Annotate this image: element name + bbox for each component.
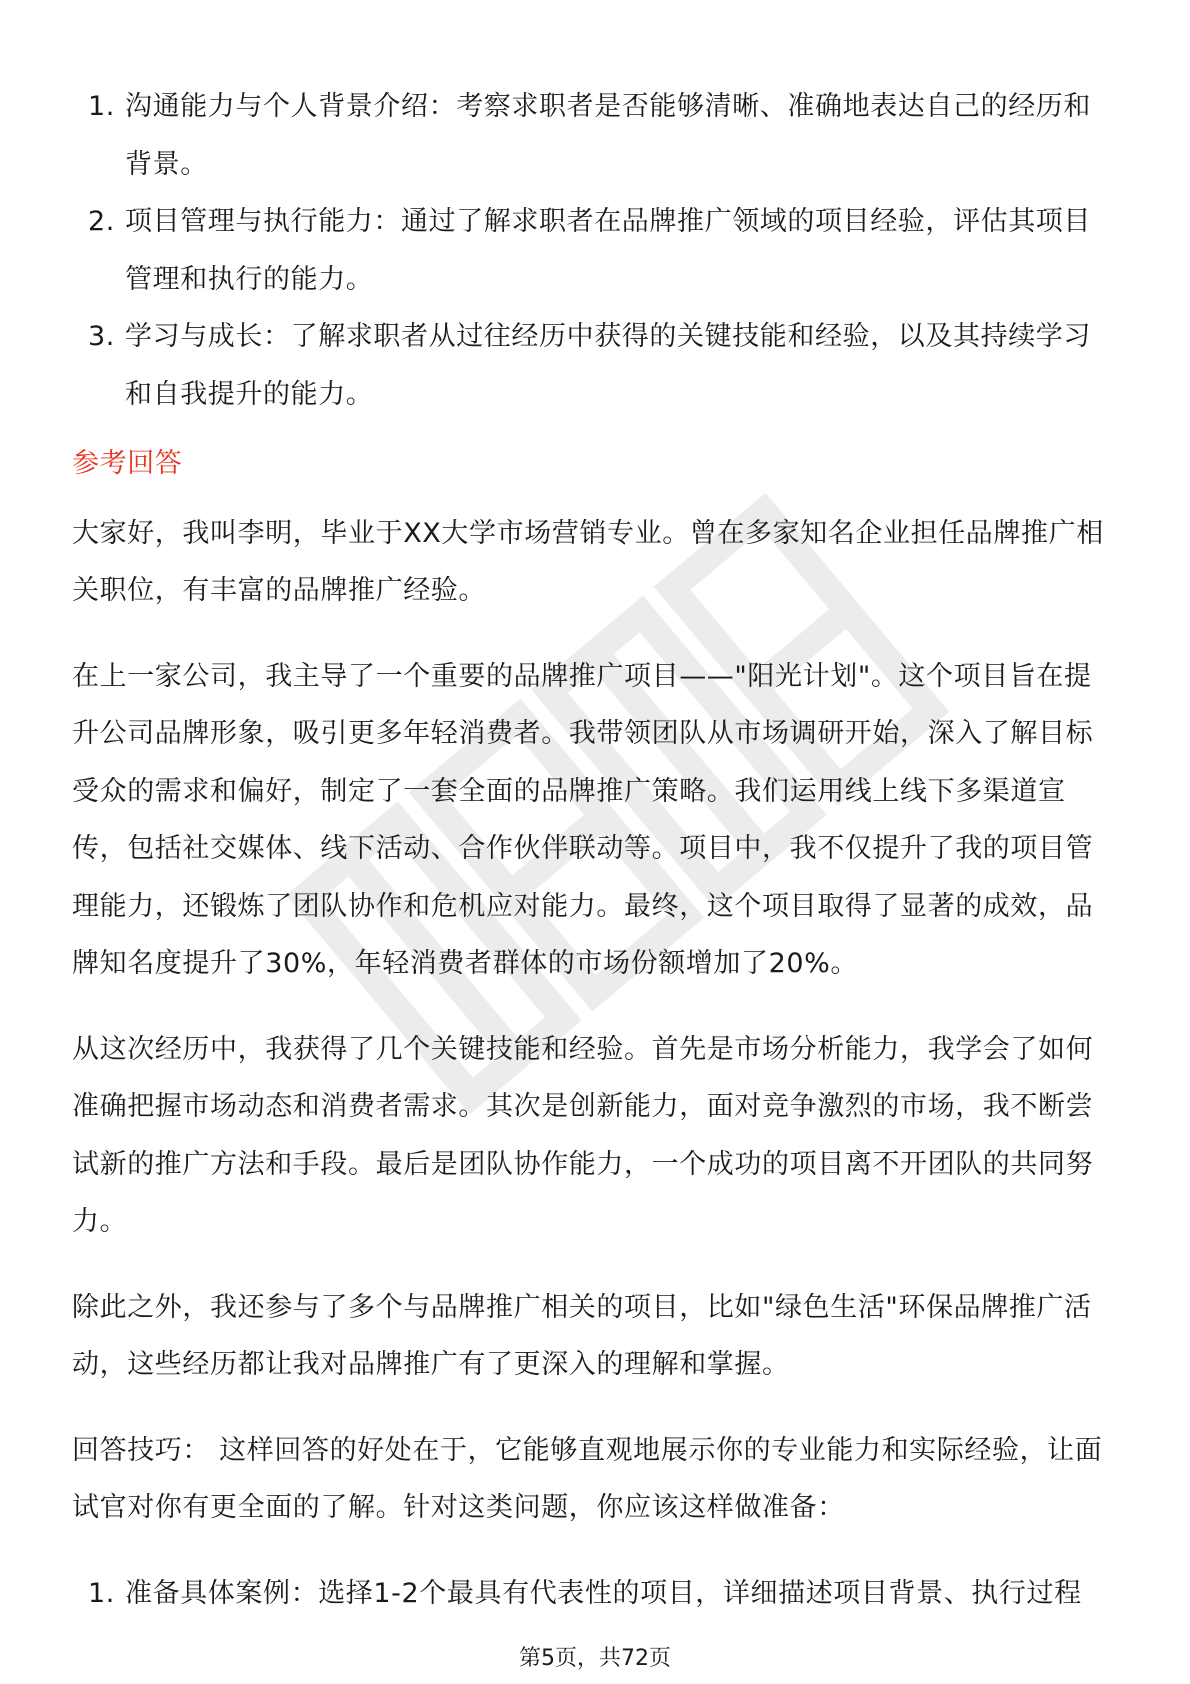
evaluation-points-list bbox=[72, 78, 1118, 423]
list-item-number: 1. bbox=[88, 91, 115, 122]
paragraph-other-projects: 除此之外，我还参与了多个与品牌推广相关的项目，比如"绿色生活"环保品牌推广活动，这些经历都让我对品牌推广有了更深入的理解和掌握。 bbox=[72, 1291, 1092, 1380]
paragraph-project: 在上一家公司，我主导了一个重要的品牌推广项目——"阳光计划"。这个项目旨在提升公司品牌形象，吸引更多年轻消费者。我带领团队从市场调研开始，深入了解目标受众的需求和偏好，制定了一套全面的品牌推广策略。我们运用线上线下多渠道宣传，包括社交媒体、线下活动、合作伙伴联动等。项目中，我不仅提升了我的项目管理能力，还锻炼了团队协作和危机应对能力。最终，这个项目取得了显著的成效，品牌知名度提升了30%，年轻消费者群体的市场份额增加了20%。 bbox=[72, 660, 1094, 979]
paragraph-tips: 回答技巧： 这样回答的好处在于，它能够直观地展示你的专业能力和实际经验，让面试官对你有更全面的了解。针对这类问题，你应该这样做准备： bbox=[72, 1434, 1103, 1523]
preparation-list bbox=[72, 1565, 1118, 1623]
list-item bbox=[72, 193, 1118, 308]
paragraph-skills: 从这次经历中，我获得了几个关键技能和经验。首先是市场分析能力，我学会了如何准确把握市场动态和消费者需求。其次是创新能力，面对竞争激烈的市场，我不断尝试新的推广方法和手段。最后是团队协作能力，一个成功的项目离不开团队的共同努力。 bbox=[72, 1033, 1094, 1237]
paragraph-intro: 大家好，我叫李明，毕业于XX大学市场营销专业。曾在多家知名企业担任品牌推广相关职位，有丰富的品牌推广经验。 bbox=[72, 517, 1104, 606]
main-content bbox=[72, 78, 1118, 1622]
section-heading: 参考回答 bbox=[72, 448, 183, 479]
list-item-number: 2. bbox=[88, 206, 115, 237]
list-item bbox=[72, 308, 1118, 423]
list-item-number: 3. bbox=[88, 321, 115, 352]
list-item bbox=[72, 1565, 1118, 1623]
list-item bbox=[72, 78, 1118, 193]
list-item-text: 项目管理与执行能力：通过了解求职者在品牌推广领域的项目经验，评估其项目管理和执行的能力。 bbox=[125, 206, 1091, 295]
page-number: 第5页，共72页 bbox=[519, 1646, 671, 1671]
list-item-text: 学习与成长：了解求职者从过往经历中获得的关键技能和经验，以及其持续学习和自我提升的能力。 bbox=[125, 321, 1091, 410]
list-item-number: 1. bbox=[88, 1577, 115, 1609]
list-item-text: 准备具体案例：选择1-2个最具有代表性的项目，详细描述项目背景、执行过程 bbox=[125, 1577, 1082, 1609]
list-item-text: 沟通能力与个人背景介绍：考察求职者是否能够清晰、准确地表达自己的经历和背景。 bbox=[125, 91, 1091, 180]
